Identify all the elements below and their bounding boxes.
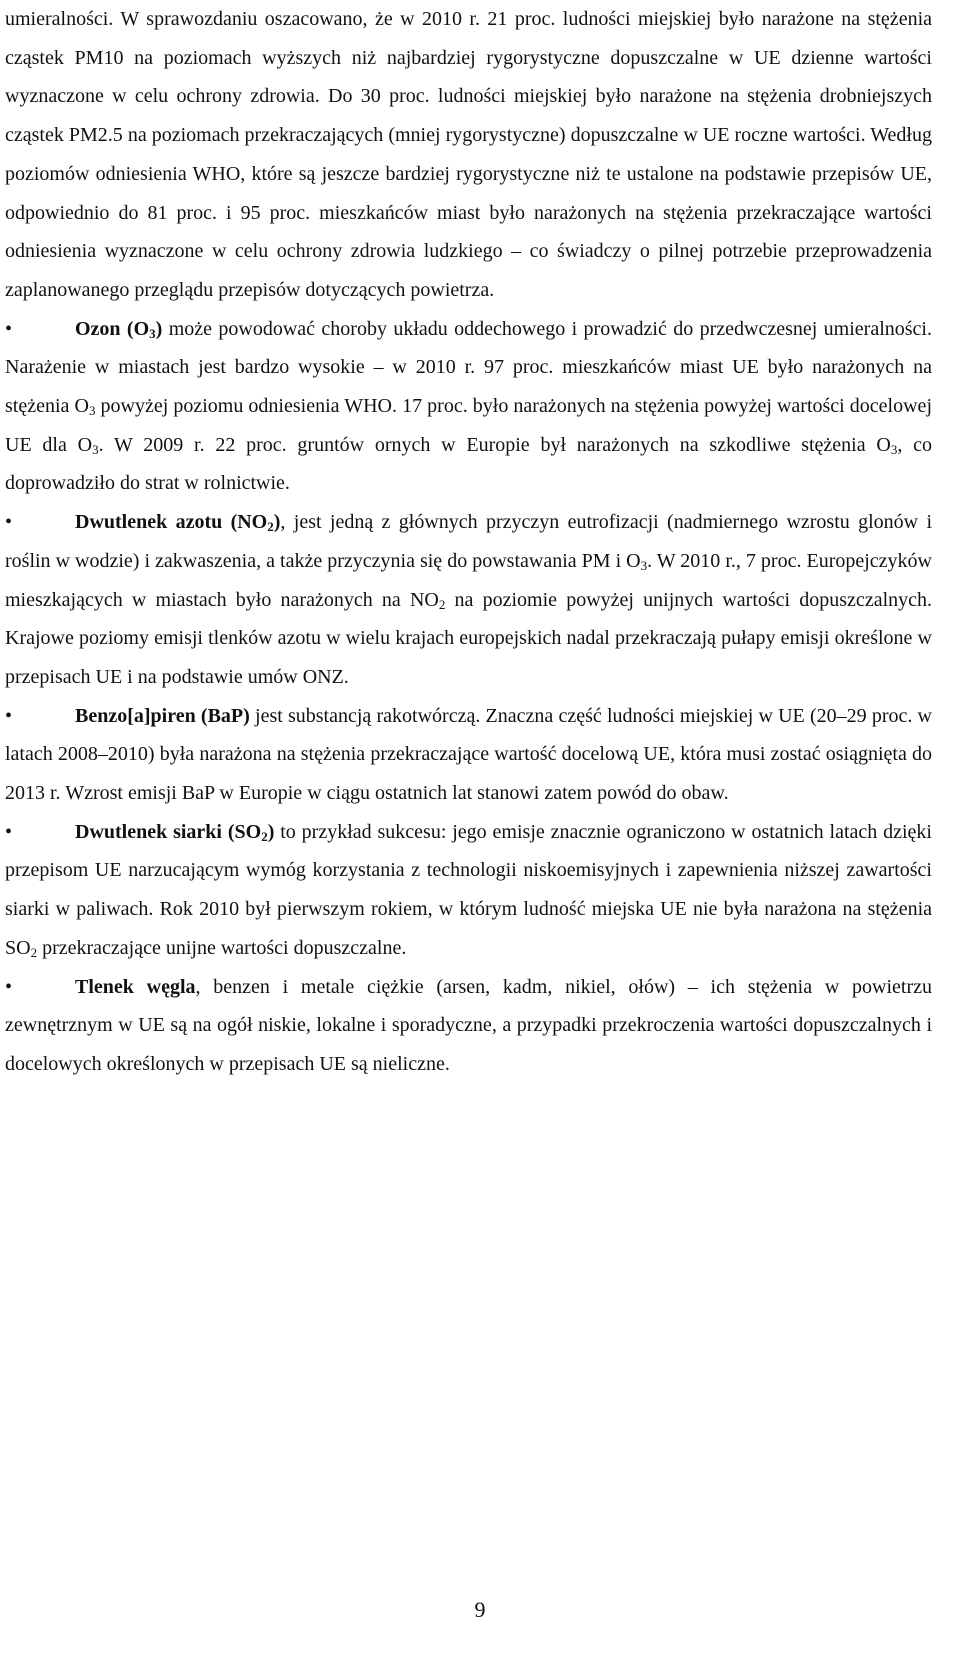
bullet-item-ozone [5,310,932,504]
bullet-text: , benzen i metale ciężkie (arsen, kadm, nikiel, ołów) – ich stężenia w powietrzu zewnętrznym w UE są na ogół niskie, lokalne i sporadyczne, a przypadki przekroczenia wartości dopuszczalnych i docelowych określonych w przepisach UE są nieliczne. [5,975,932,1075]
bullet-marker: • [5,975,13,998]
subscript: 3 [640,557,648,573]
bullet-marker: • [5,704,13,727]
bullet-term-subscript: 3 [149,325,156,341]
bullet-term-text: Benzo[a]piren (BaP) [75,704,250,727]
intro-paragraph [5,0,932,310]
bullet-term [75,705,250,727]
bullet-text: może powodować choroby układu oddechowego i prowadzić do przedwczesnej umieralności. Narażenie w miastach jest bardzo wysokie – w 2010 r. 97 proc. mieszkańców miast UE było narażonych na stężenia O [5,317,932,418]
bullet-marker: • [5,820,13,843]
bullet-term [75,976,196,998]
bullet-term [75,511,280,533]
bullet-item-nitrogen-dioxide [5,503,932,697]
bullet-item-carbon-monoxide [5,968,932,1084]
bullet-text: jest substancją rakotwórczą. Znaczna część ludności miejskiej w UE (20–29 proc. w latach 2008–2010) była narażona na stężenia przekraczające wartość docelową UE, która musi zostać osiągnięta do 2013 r. Wzrost emisji BaP w Europie w ciągu ostatnich lat stanowi zatem powód do obaw. [5,704,933,805]
bullet-text: na poziomie powyżej unijnych wartości dopuszczalnych. Krajowe poziomy emisji tlenków azotu w wielu krajach europejskich nadal przekraczają pułapy emisji określone w przepisach UE i na podstawie umów ONZ. [5,588,933,688]
bullet-text: powyżej poziomu odniesienia WHO. 17 proc. było narażonych na stężenia powyżej wartości docelowej UE dla O [5,395,932,456]
bullet-term-text: Dwutlenek azotu (NO [75,511,268,534]
bullet-term-text: Tlenek węgla [75,975,196,998]
bullet-term-close: ) [273,511,281,534]
bullet-text: . W 2009 r. 22 proc. gruntów ornych w Europie był narażonych na szkodliwe stężenia O [98,433,891,456]
bullet-text: . W 2010 r., 7 proc. Europejczyków mieszkających w miastach było narażonych na NO [5,549,932,611]
bullet-term-subscript: 2 [261,828,268,844]
bullet-term [75,318,162,340]
bullet-text: , co doprowadziło do strat w rolnictwie. [5,433,932,495]
bullet-term-subscript: 2 [267,519,274,535]
bullet-term-close: ) [267,820,275,843]
bullet-marker: • [5,511,13,534]
bullet-term-close: ) [155,317,163,340]
bullet-item-sulphur-dioxide [5,813,932,968]
bullet-item-benzo-a-pyrene [5,697,932,813]
bullet-list [5,310,932,1084]
bullet-term-text: Ozon (O [75,317,150,340]
page-number: 9 [474,1597,486,1622]
subscript: 2 [30,944,38,960]
intro-paragraph-text: umieralności. W sprawozdaniu oszacowano, że w 2010 r. 21 proc. ludności miejskiej było narażone na stężenia cząstek PM10 na poziomach wyższych niż najbardziej rygorystyczne dopuszczalne w UE dzienne wartości wyznaczone w celu ochrony zdrowia. Do 30 proc. ludności miejskiej było narażone na stężenia drobniejszych cząstek PM2.5 na poziomach przekraczających (mniej rygorystyczne) dopuszczalne w UE roczne wartości. Według poziomów odniesienia WHO, które są jeszcze bardziej rygorystyczne niż te ustalone na podstawie przepisów UE, odpowiednio do 81 proc. i 95 proc. mieszkańców miast było narażonych na stężenia przekraczające wartości odniesienia wyznaczone w celu ochrony zdrowia ludzkiego – co świadczy o pilnej potrzebie przeprowadzenia zaplanowanego przeglądu przepisów dotyczących powietrza. [5,8,932,301]
bullet-text: to przykład sukcesu: jego emisje znacznie ograniczono w ostatnich latach dzięki przepisom UE narzucającym wymóg korzystania z technologii niskoemisyjnych i zapewnienia niższej zawartości siarki w paliwach. Rok 2010 był pierwszym rokiem, w którym ludność miejska UE nie była narażona na stężenia SO [5,820,932,959]
subscript: 3 [88,403,96,419]
subscript: 2 [438,596,446,612]
bullet-term [75,821,274,843]
subscript: 3 [92,441,99,457]
bullet-term-text: Dwutlenek siarki (SO [75,820,262,843]
body-text [5,0,932,1084]
bullet-marker: • [5,317,13,340]
bullet-text: przekraczające unijne wartości dopuszczalne. [37,936,407,959]
subscript: 3 [890,441,898,457]
bullet-text: , jest jedną z głównych przyczyn eutrofizacji (nadmiernego wzrostu glonów i roślin w wodzie) i zakwaszenia, a także przyczynia się do powstawania PM i O [5,511,933,572]
